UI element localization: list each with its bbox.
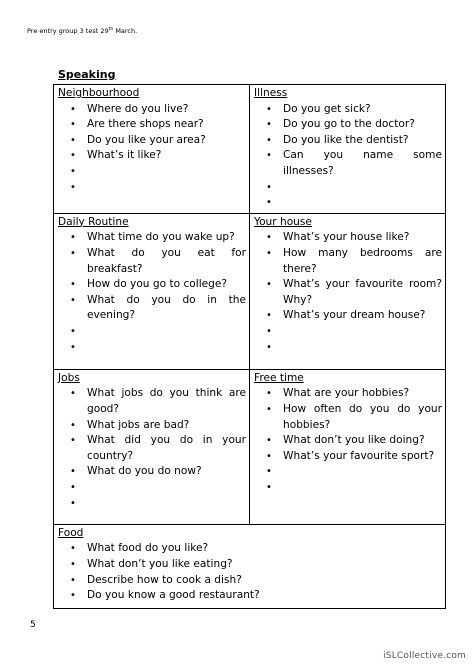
list-item: • What do you eat for breakfast? [58,246,246,277]
section-title: Neighbourhood [58,87,140,99]
section-title: Daily Routine [58,215,129,228]
list-item [254,480,442,496]
list-item: • What’s it like? [58,148,246,164]
list-item: • What time do you wake up? [58,230,246,246]
document-header [27,27,137,35]
list-item: • What’s your house like? [254,230,442,246]
question-list [58,230,246,355]
list-item [254,464,442,480]
section-food [54,524,446,608]
list-item: • How often do you do your hobbies? [254,402,442,433]
page-number: 5 [30,620,36,630]
list-item: • Are there shops near? [58,117,246,133]
section-neighbourhood [54,85,250,214]
section-title: Your house [254,215,312,228]
list-item: • What do you do now? [58,464,246,480]
list-item: • Do you go to the doctor? [254,117,442,133]
question-list [58,541,442,603]
site-watermark: iSLCollective.com [383,651,466,661]
question-list [58,102,246,196]
section-illness [250,85,446,214]
section-jobs [54,369,250,524]
section-title: Jobs [58,371,80,384]
table-row [54,85,446,214]
list-item: • What jobs are bad? [58,418,246,434]
list-item: • Do you get sick? [254,102,442,118]
section-free-time [250,369,446,524]
list-item [254,324,442,340]
list-item: • Do you like your area? [58,133,246,149]
list-item [254,180,442,196]
header-text: Pre entry group 3 test 29 [27,27,109,36]
list-item: • What’s your favourite room? Why? [254,277,442,308]
list-item: • What do you do in the evening? [58,293,246,324]
section-title: Illness [254,87,288,99]
list-item: • What’s your dream house? [254,308,442,324]
question-list [254,102,442,211]
page-title: Speaking [58,68,116,81]
section-title: Food [58,526,84,539]
list-item: • What’s your favourite sport? [254,449,442,465]
list-item: • What did you do in your country? [58,433,246,464]
list-item: • Do you know a good restaurant? [58,588,442,604]
question-list [58,386,246,511]
list-item: • Can you name some illnesses? [254,148,442,179]
list-item [58,340,246,356]
questions-table [53,84,446,609]
list-item: • How many bedrooms are there? [254,246,442,277]
list-item: • What food do you like? [58,541,442,557]
list-item [58,324,246,340]
table-row [54,524,446,608]
header-superscript: th [108,27,114,32]
list-item: • Describe how to cook a dish? [58,573,442,589]
header-text-end: March. [113,27,138,36]
table-row [54,369,446,524]
list-item: • What jobs do you think are good? [58,386,246,417]
list-item: • What don’t you like doing? [254,433,442,449]
list-item: • Do you like the dentist? [254,133,442,149]
list-item: • What are your hobbies? [254,386,442,402]
list-item: • Where do you live? [58,102,246,118]
section-your-house [250,213,446,369]
section-daily-routine [54,213,250,369]
list-item [58,496,246,512]
list-item [58,164,246,180]
question-list [254,386,442,495]
list-item: • What don’t you like eating? [58,557,442,573]
list-item: • How do you go to college? [58,277,246,293]
list-item [58,180,246,196]
list-item [58,480,246,496]
list-item [254,195,442,211]
section-title: Free time [254,371,304,384]
table-row [54,213,446,369]
list-item [254,340,442,356]
question-list [254,230,442,355]
